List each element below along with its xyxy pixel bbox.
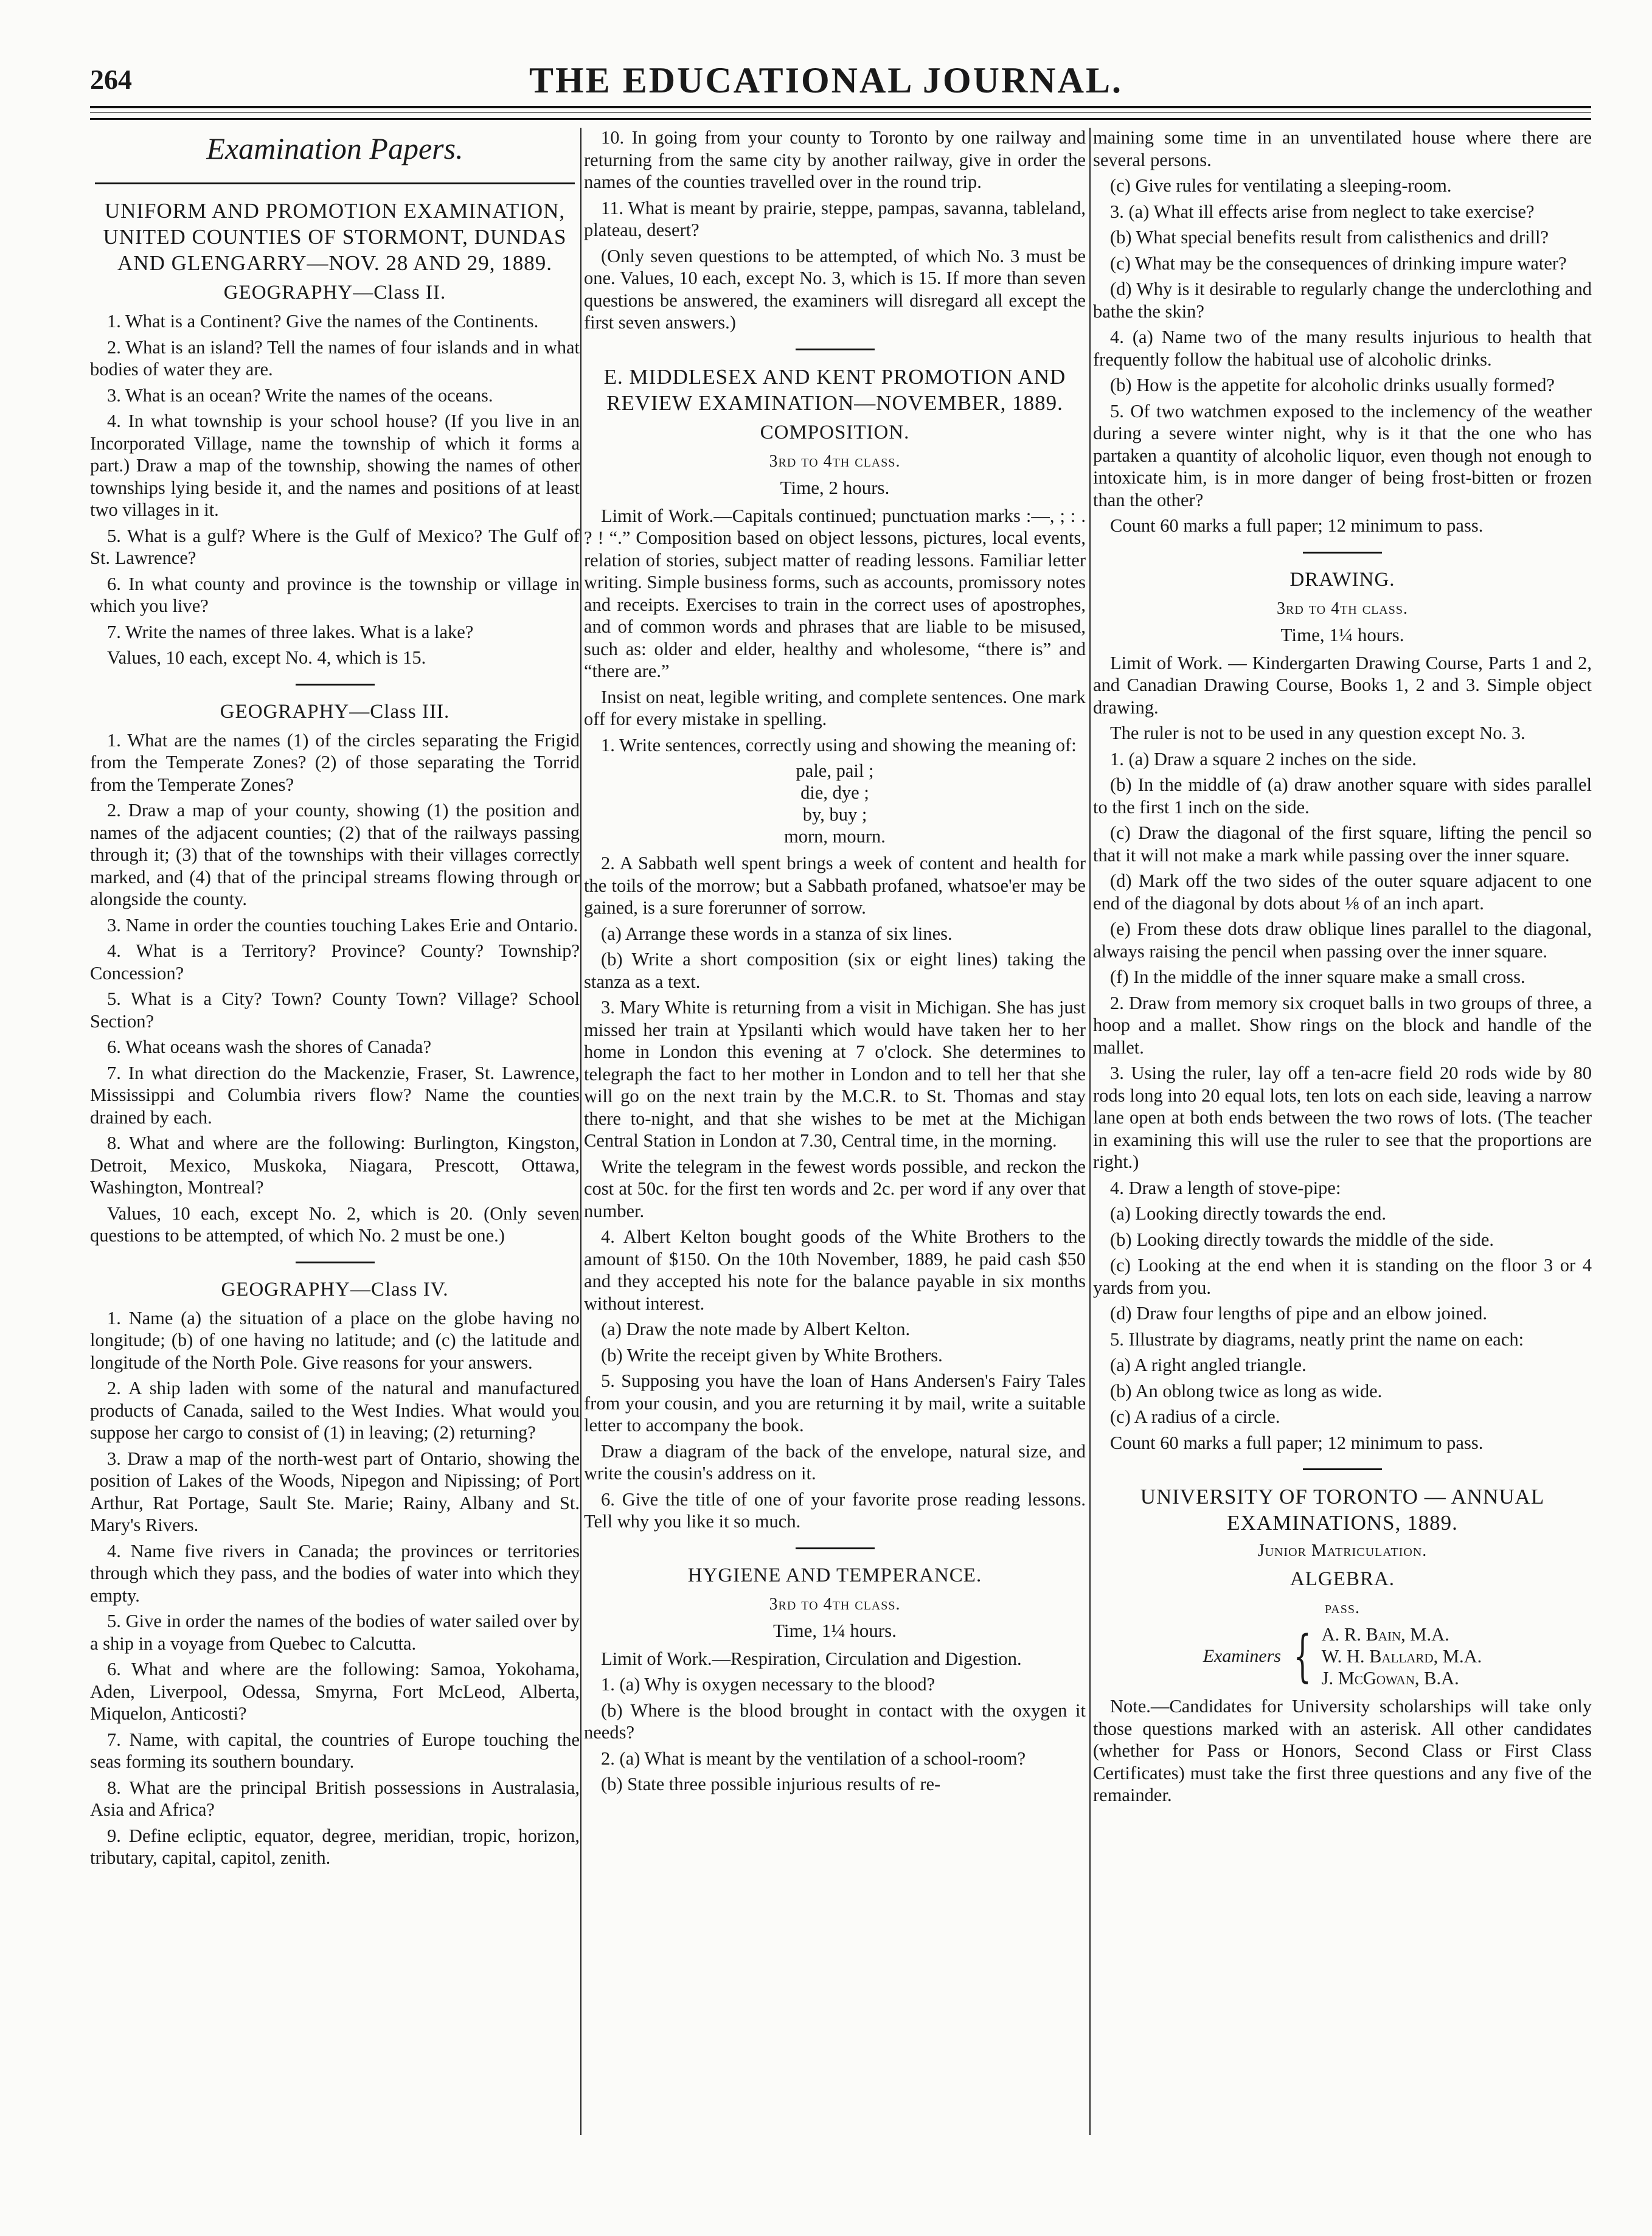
examiners-names xyxy=(1322,1623,1482,1689)
question: 3. What is an ocean? Write the names of the oceans. xyxy=(107,384,493,406)
question: 4. (a) Name two of the many results injurious to health that frequently follow the habitual use of alcoholic drinks. xyxy=(1093,327,1592,370)
examiner: J. McGowan, B.A. xyxy=(1321,1668,1459,1689)
question: 8. What are the principal British possessions in Australasia, Asia and Africa? xyxy=(90,1777,580,1820)
question: (b) Write a short composition (six or eight lines) taking the stanza as a text. xyxy=(584,949,1086,992)
question: 1. Name (a) the situation of a place on the globe having no longitude; (b) of one having no latitude; and (c) the latitude and longitude of the North Pole. Give reasons for your answers. xyxy=(90,1307,580,1373)
question: (b) Looking directly towards the middle of the side. xyxy=(1110,1229,1494,1250)
question: (b) Write the receipt given by White Brothers. xyxy=(601,1344,943,1366)
question: (c) A radius of a circle. xyxy=(1110,1406,1280,1427)
question: (a) A right angled triangle. xyxy=(1110,1355,1307,1375)
values-note: Values, 10 each, except No. 4, which is 15. xyxy=(107,647,426,668)
question: 3. Draw a map of the north-west part of Ontario, showing the position of Lakes of the Woods, Nipegon and Nipissing; of Port Arthur, Rat Portage, Sault Ste. Marie; Rainy, Albany and St. Mary's Rivers. xyxy=(90,1448,580,1535)
question: Write the telegram in the fewest words possible, and reckon the cost at 50c. for the first ten words and 2c. per word if any over that number. xyxy=(584,1156,1086,1221)
question: (b) What special benefits result from calisthenics and drill? xyxy=(1110,227,1549,248)
question: 5. Give in order the names of the bodies of water sailed over by a ship in a voyage from Quebec to Calcutta. xyxy=(90,1611,580,1654)
question: 7. Write the names of three lakes. What is a lake? xyxy=(107,621,474,642)
exam-heading: UNIFORM AND PROMOTION EXAMINATION, UNITED COUNTIES OF STORMONT, DUNDAS AND GLENGARRY—NOV. 28 AND 29, 1889. xyxy=(103,199,567,275)
word-pairs xyxy=(584,760,1086,847)
examiner: W. H. Ballard, M.A. xyxy=(1321,1646,1482,1667)
question: 6. In what county and province is the township or village in which you live? xyxy=(90,573,580,616)
question: 1. What are the names (1) of the circles separating the Frigid from the Temperate Zones? (2) of those separating the Torrid from the Temperate Zones? xyxy=(90,729,580,795)
limit-of-work: Limit of Work.—Capitals continued; punctuation marks :—, ; : . ? ! “.” Composition based on object lessons, pictures, local events, relation of stories, subject matter of reading lessons. Familiar letter writing. Simple business forms, such as accounts, promissory notes and receipts. Exercises to train in the correct uses of apostrophes, and of common words and phrases that are liable to be misused, such as: older and elder, healthy and wholesome, “there is” and “there are.” xyxy=(584,505,1086,681)
question: 1. (a) Draw a square 2 inches on the side. xyxy=(1110,748,1417,769)
question: (d) Mark off the two sides of the outer square adjacent to one end of the diagonal by dots about ⅛ of an inch apart. xyxy=(1093,870,1592,914)
question: 4. Draw a length of stove-pipe: xyxy=(1110,1177,1341,1198)
junior-matriculation: Junior Matriculation. xyxy=(1257,1541,1428,1560)
question: (b) In the middle of (a) draw another square with sides parallel to the first 1 inch on the side. xyxy=(1093,774,1592,818)
question: 2. What is an island? Tell the names of four islands and in what bodies of water they are. xyxy=(90,336,580,380)
question: 10. In going from your county to Toronto by one railway and returning from the same city by another railway, give in order the names of the counties travelled over in the round trip. xyxy=(584,127,1086,192)
column-right xyxy=(1093,127,1592,2146)
word-pair: morn, mourn. xyxy=(784,826,886,847)
time-line: Time, 2 hours. xyxy=(780,476,890,498)
class-line: 3rd to 4th class. xyxy=(1277,599,1408,618)
limit-of-work: Limit of Work.—Respiration, Circulation and Digestion. xyxy=(601,1648,1022,1669)
question: (a) Looking directly towards the end. xyxy=(1110,1203,1386,1224)
question: 6. What and where are the following: Samoa, Yokohama, Aden, Liverpool, Odessa, Smyrna, Fort McLeod, Alberta, Miquelon, Anticosti? xyxy=(90,1659,580,1724)
question: 5. Of two watchmen exposed to the inclemency of the weather during a severe winter night, why is it that the one who has partaken a quantity of alcoholic liquor, even though not enough to intoxicate him, is in more danger of being frost-bitten or frozen than the other? xyxy=(1093,400,1592,510)
question: Draw a diagram of the back of the envelope, natural size, and write the cousin's address on it. xyxy=(584,1440,1086,1484)
class-line: 3rd to 4th class. xyxy=(769,1594,901,1614)
limit-of-work: Limit of Work. — Kindergarten Drawing Course, Parts 1 and 2, and Canadian Drawing Course, Books 1, 2 and 3. Simple object drawing. xyxy=(1093,652,1592,718)
values-note: (Only seven questions to be attempted, of which No. 3 must be one. Values, 10 each, except No. 3, which is 15. If more than seven questions be answered, the examiners will disregard all except the first seven answers.) xyxy=(584,245,1086,333)
question: 4. Name five rivers in Canada; the provinces or territories through which they pass, and the bodies of water into which they empty. xyxy=(90,1540,580,1606)
question: 2. Draw from memory six croquet balls in two groups of three, a hoop and a mallet. Show rings on the block and handle of the mallet. xyxy=(1093,992,1592,1058)
header-rule xyxy=(90,118,1591,120)
page-number: 264 xyxy=(90,64,132,95)
question: 9. Define ecliptic, equator, degree, meridian, tropic, horizon, tributary, capital, capitol, zenith. xyxy=(90,1825,580,1868)
question: (c) What may be the consequences of drinking impure water? xyxy=(1110,252,1567,274)
divider xyxy=(796,1547,875,1549)
word-pair: pale, pail ; xyxy=(796,760,874,781)
pass-label: pass. xyxy=(1325,1599,1360,1617)
exam-heading: E. MIDDLESEX AND KENT PROMOTION AND REVIEW EXAMINATION—NOVEMBER, 1889. xyxy=(603,364,1066,415)
question: (c) Looking at the end when it is standing on the floor 3 or 4 yards from you. xyxy=(1093,1255,1592,1298)
column-left xyxy=(90,127,580,2146)
question: (b) State three possible injurious results of re- xyxy=(601,1774,941,1794)
question: 8. What and where are the following: Burlington, Kingston, Detroit, Mexico, Muskoka, Niagara, Prescott, Ottawa, Washington, Montreal? xyxy=(90,1133,580,1198)
question: 3. Mary White is returning from a visit in Michigan. She has just missed her train at Ypsilanti which would have taken her to her home in London this evening at 7 o'clock. She determines to telegraph the fact to her mother in London and to tell her that she will go on the next train by the M.C.R. to St. Thomas and stay there to-night, and that she wishes to be met at the Michigan Central Station in London at 7.30, Central time, in the morning. xyxy=(584,997,1086,1151)
question: 4. In what township is your school house? (If you live in an Incorporated Village, name the township of which it forms a part.) Draw a map of the township, showing the names of other townships lying beside it, and the names and positions of at least two villages in it. xyxy=(90,411,580,520)
question: 3. (a) What ill effects arise from neglect to take exercise? xyxy=(1110,201,1535,222)
subject-title: HYGIENE AND TEMPERANCE. xyxy=(687,1564,982,1586)
journal-title: THE EDUCATIONAL JOURNAL. xyxy=(529,60,1123,100)
subject-title: DRAWING. xyxy=(1289,568,1395,591)
question: 5. Supposing you have the loan of Hans Andersen's Fairy Tales from your cousin, and you are returning it by mail, write a suitable letter to accompany the book. xyxy=(584,1370,1086,1436)
header-rule xyxy=(90,112,1591,113)
exam-heading: UNIVERSITY OF TORONTO — ANNUAL EXAMINATIONS, 1889. xyxy=(1140,1485,1545,1535)
question: 7. Name, with capital, the countries of Europe touching the seas forming its southern boundary. xyxy=(90,1729,580,1772)
question: 5. Illustrate by diagrams, neatly print the name on each: xyxy=(1110,1328,1524,1350)
subject-title: ALGEBRA. xyxy=(1289,1568,1395,1590)
question: (f) In the middle of the inner square make a small cross. xyxy=(1110,967,1525,987)
column-rule xyxy=(580,128,581,2135)
note: Note.—Candidates for University scholarships will take only those questions marked with an asterisk. All other candidates (whether for Pass or Honors, Second Class or First Class Certificates) must take the first three questions and any five of the remainder. xyxy=(1093,1696,1592,1805)
question: 6. What oceans wash the shores of Canada? xyxy=(107,1036,432,1057)
instruction: Insist on neat, legible writing, and complete sentences. One mark off for every mistake in spelling. xyxy=(584,686,1086,729)
question: (d) Draw four lengths of pipe and an elbow joined. xyxy=(1110,1303,1487,1324)
examiners-label: Examiners xyxy=(1203,1645,1282,1666)
question: (b) Where is the blood brought in contact with the oxygen it needs? xyxy=(584,1700,1086,1743)
question: 4. Albert Kelton bought goods of the White Brothers to the amount of $150. On the 10th November, 1889, he paid cash $50 and they accepted his note for the balance payable in six months without interest. xyxy=(584,1226,1086,1314)
question: (b) An oblong twice as long as wide. xyxy=(1110,1380,1383,1401)
question: 7. In what direction do the Mackenzie, Fraser, St. Lawrence, Mississippi and Columbia rivers flow? Name the counties drained by each. xyxy=(90,1062,580,1128)
question: 1. Write sentences, correctly using and showing the meaning of: xyxy=(601,734,1077,755)
subject-title: GEOGRAPHY—Class IV. xyxy=(221,1278,449,1300)
question: (c) Draw the diagonal of the first square, lifting the pencil so that it will not make a mark while passing over the inner square. xyxy=(1093,822,1592,866)
question: (b) How is the appetite for alcoholic drinks usually formed? xyxy=(1110,375,1555,395)
question: (a) Draw the note made by Albert Kelton. xyxy=(601,1319,911,1339)
section-title: Examination Papers. xyxy=(206,131,463,165)
values-note: Values, 10 each, except No. 2, which is 20. (Only seven questions to be attempted, of which No. 2 must be one.) xyxy=(90,1203,580,1246)
header-rule xyxy=(90,106,1591,108)
question: 2. (a) What is meant by the ventilation of a school-room? xyxy=(601,1748,1026,1769)
question: 6. Give the title of one of your favorite prose reading lessons. Tell why you like it so much. xyxy=(584,1488,1086,1532)
subject-title: COMPOSITION. xyxy=(760,421,910,443)
divider xyxy=(796,349,875,350)
subject-title: GEOGRAPHY—Class II. xyxy=(223,282,446,304)
divider xyxy=(1303,1468,1382,1470)
question: (e) From these dots draw oblique lines parallel to the diagonal, always raising the pencil when passing over the inner square. xyxy=(1093,918,1592,962)
time-line: Time, 1¼ hours. xyxy=(1280,623,1404,645)
question: 1. What is a Continent? Give the names of the Continents. xyxy=(107,311,539,332)
class-line: 3rd to 4th class. xyxy=(769,451,901,471)
examiner: A. R. Bain, M.A. xyxy=(1321,1624,1449,1645)
question: (a) Arrange these words in a stanza of six lines. xyxy=(601,923,953,944)
divider xyxy=(296,684,375,686)
question: (c) Give rules for ventilating a sleeping-room. xyxy=(1110,175,1452,196)
question: 2. A Sabbath well spent brings a week of content and health for the toils of the morrow; but a Sabbath profaned, whatsoe'er may be gained, is a sure forerunner of sorrow. xyxy=(584,853,1086,918)
question: 5. What is a City? Town? County Town? Village? School Section? xyxy=(90,988,580,1032)
time-line: Time, 1¼ hours. xyxy=(773,1619,897,1641)
question: 11. What is meant by prairie, steppe, pampas, savanna, tableland, plateau, desert? xyxy=(584,197,1086,240)
examiners-block xyxy=(1093,1623,1592,1689)
question: (d) Why is it desirable to regularly change the underclothing and bathe the skin? xyxy=(1093,279,1592,322)
question: 4. What is a Territory? Province? County? Township? Concession? xyxy=(90,940,580,984)
divider xyxy=(1303,552,1382,554)
brace-icon: { xyxy=(1293,1623,1311,1689)
question: maining some time in an unventilated house where there are several persons. xyxy=(1093,127,1592,170)
section-rule xyxy=(95,182,575,184)
question: 2. A ship laden with some of the natural and manufactured products of Canada, sailed to the West Indies. What would you suppose her cargo to consist of (1) in leaving; (2) returning? xyxy=(90,1378,580,1443)
question: 2. Draw a map of your county, showing (1) the position and names of the adjacent counties; (2) that of the railways passing through it; (3) that of the townships with their villages correctly marked, and (4) that of the principal streams flowing through or alongside the county. xyxy=(90,800,580,909)
values-note: Count 60 marks a full paper; 12 minimum to pass. xyxy=(1110,1432,1484,1453)
column-rule xyxy=(1089,128,1091,2135)
question: 1. (a) Why is oxygen necessary to the blood? xyxy=(601,1674,935,1695)
divider xyxy=(296,1262,375,1263)
question: 5. What is a gulf? Where is the Gulf of Mexico? The Gulf of St. Lawrence? xyxy=(90,525,580,568)
values-note: Count 60 marks a full paper; 12 minimum to pass. xyxy=(1110,515,1484,536)
subject-title: GEOGRAPHY—Class III. xyxy=(220,700,450,723)
instruction: The ruler is not to be used in any question except No. 3. xyxy=(1110,723,1525,743)
word-pair: die, dye ; xyxy=(800,782,869,803)
question: 3. Using the ruler, lay off a ten-acre field 20 rods wide by 80 rods long into 20 equal lots, ten lots on each side, leaving a narrow lane open at both ends between the two rows of lots. (The teacher in examining this will use the ruler to see that the proportions are right.) xyxy=(1093,1063,1592,1172)
column-middle xyxy=(584,127,1086,2146)
word-pair: by, buy ; xyxy=(802,804,867,825)
question: 3. Name in order the counties touching Lakes Erie and Ontario. xyxy=(107,914,578,936)
